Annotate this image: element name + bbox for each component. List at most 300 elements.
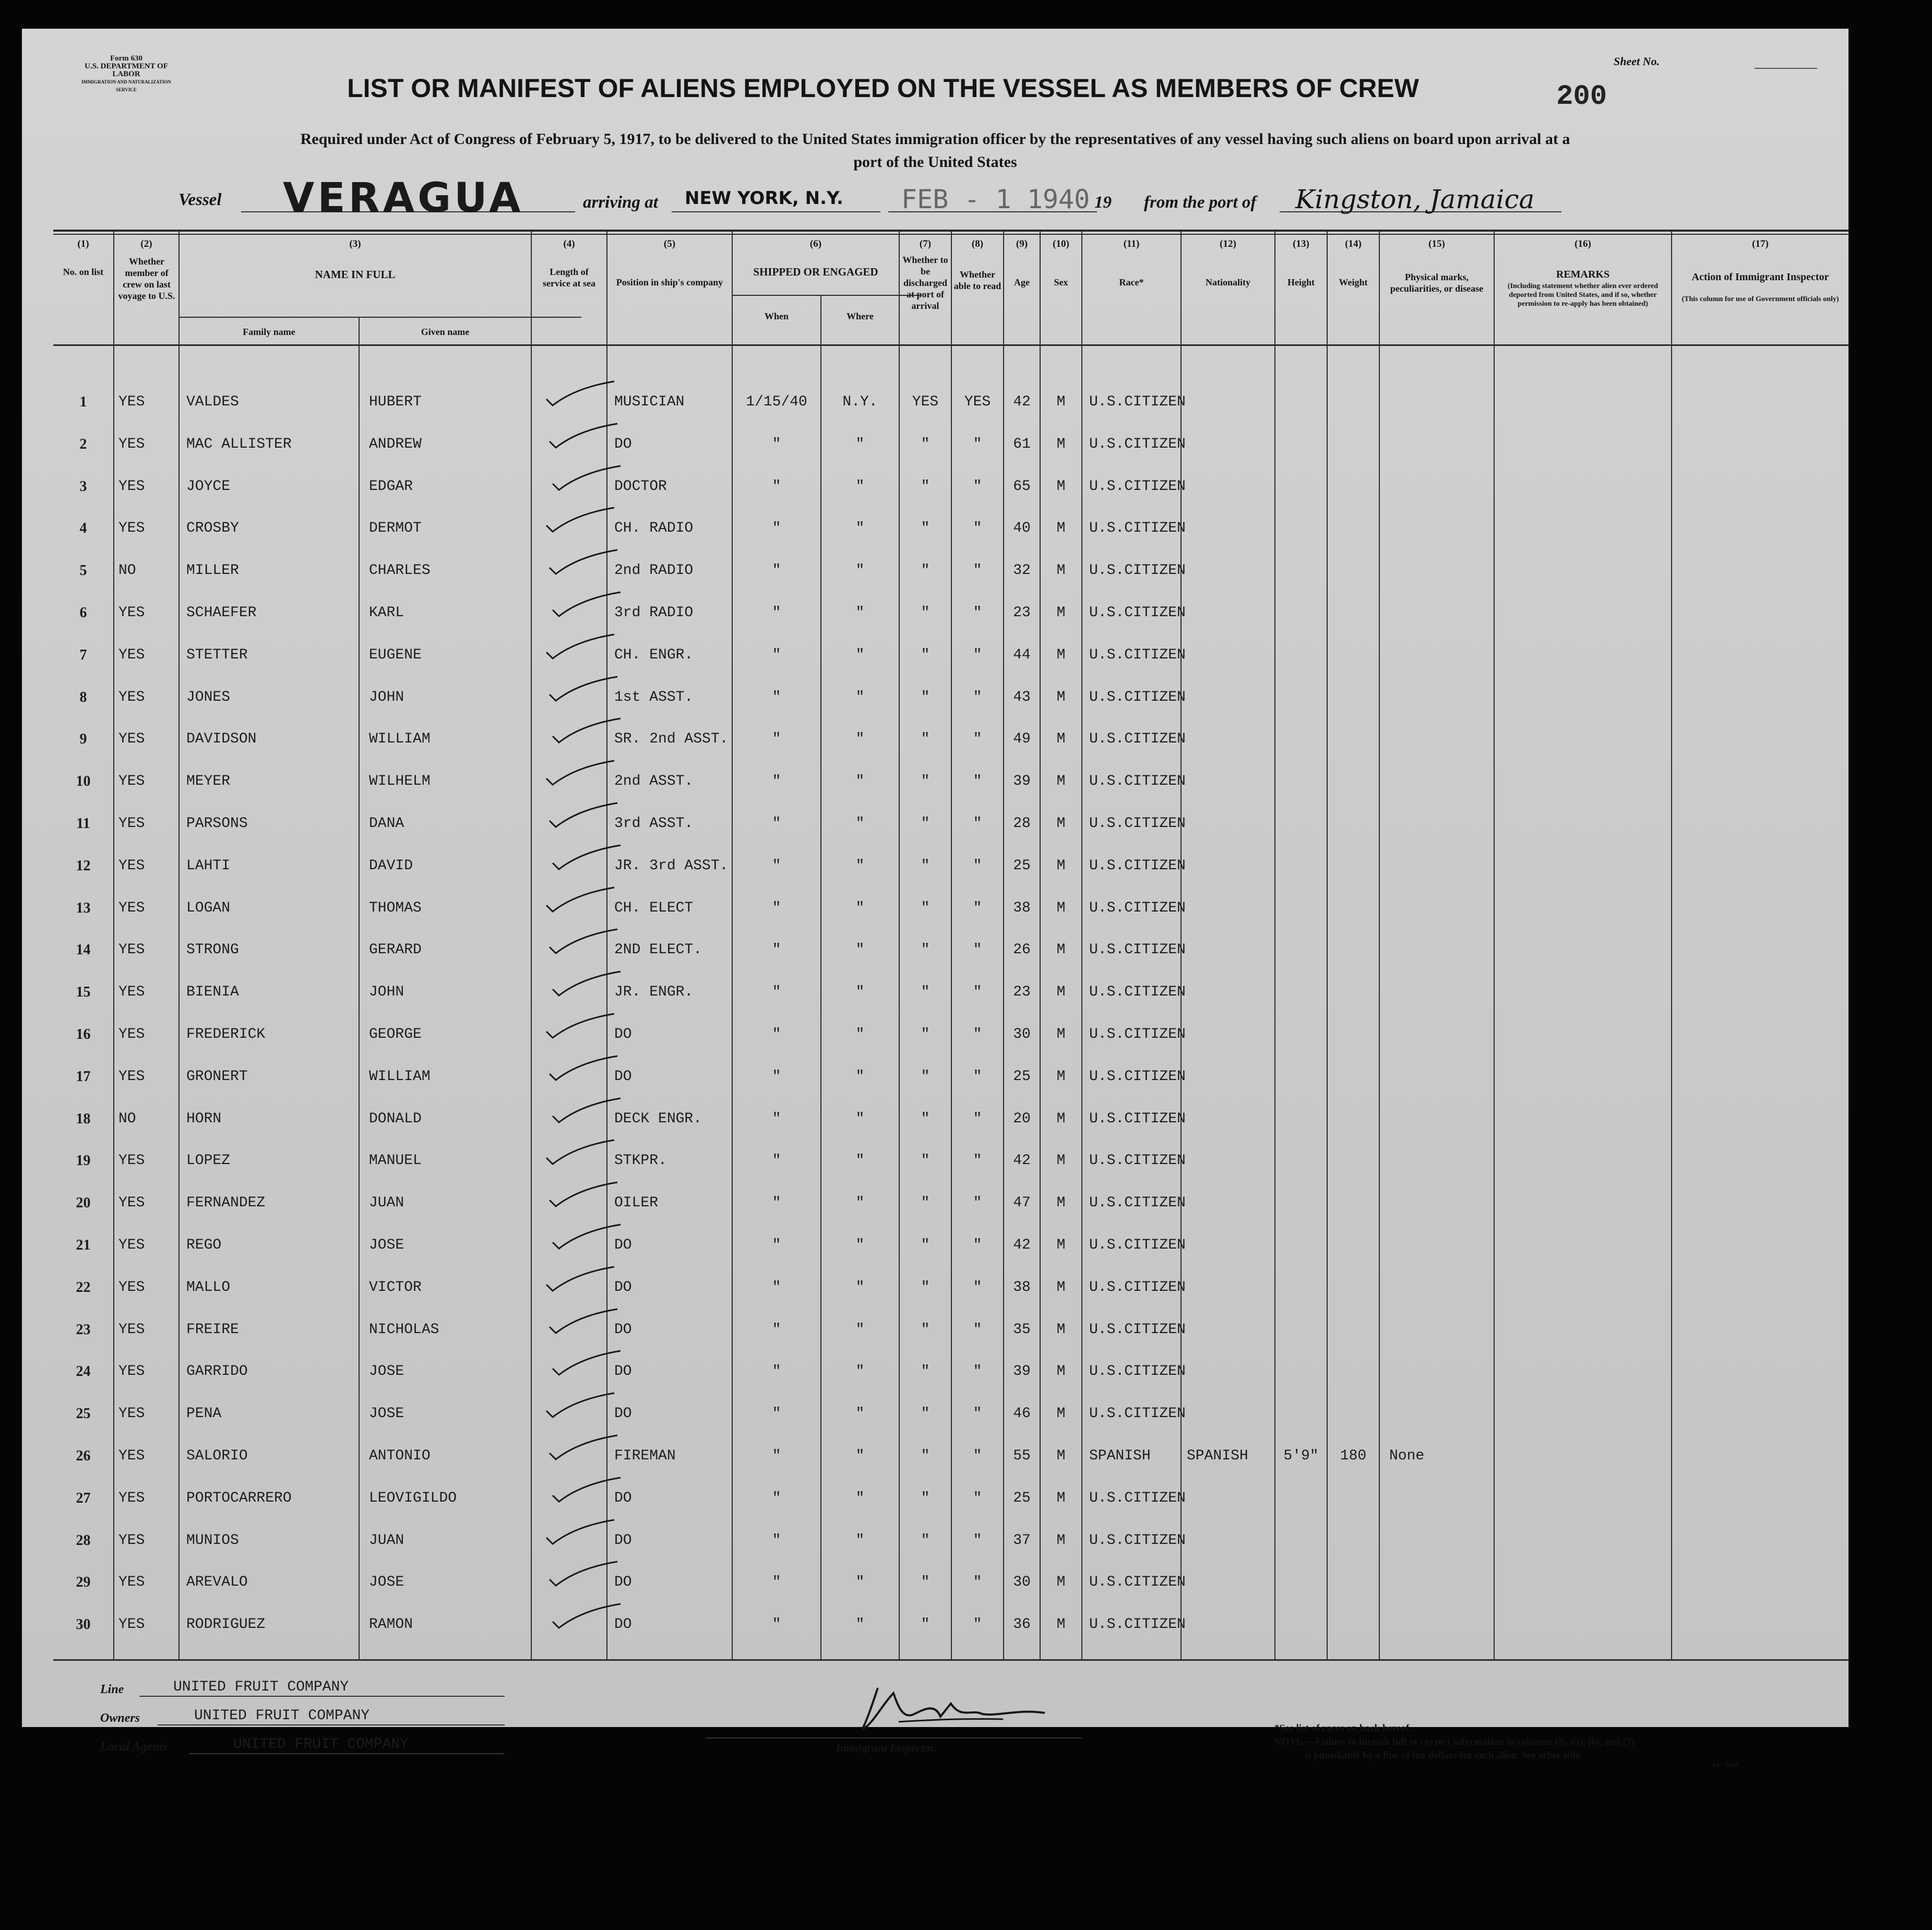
row-age: 38: [1013, 1279, 1031, 1296]
row-where: ": [855, 984, 865, 1001]
row-given-name: CHARLES: [369, 562, 431, 579]
row-sex: M: [1056, 689, 1066, 705]
row-family-name: HORN: [186, 1110, 222, 1127]
row-discharged: ": [921, 731, 930, 748]
row-sex: M: [1056, 1321, 1066, 1338]
row-position: CH. ENGR.: [614, 646, 694, 663]
row-family-name: MAC ALLISTER: [186, 436, 292, 452]
row-discharged: ": [921, 1616, 930, 1633]
row-position: DO: [614, 1279, 632, 1296]
footnote-fine-2: is punishable by a fine of ten dollars for each alien. See other side.: [1305, 1750, 1582, 1761]
row-when: ": [772, 1321, 781, 1338]
service-check-mark: [544, 1179, 623, 1210]
row-discharged: ": [921, 1532, 930, 1549]
line-rule: [139, 1696, 505, 1697]
row-race: U.S.CITIZEN: [1089, 1110, 1186, 1127]
row-position: 2nd ASST.: [614, 773, 694, 790]
row-read: ": [973, 1279, 982, 1296]
row-family-name: JOYCE: [186, 478, 231, 495]
row-prev-voyage: YES: [118, 436, 145, 452]
row-no: 30: [76, 1616, 91, 1633]
row-sex: M: [1056, 646, 1066, 663]
row-discharged: ": [921, 1279, 930, 1296]
row-no: 17: [76, 1068, 91, 1085]
row-discharged: ": [921, 1110, 930, 1127]
row-no: 29: [76, 1574, 91, 1591]
row-age: 39: [1013, 773, 1031, 790]
row-given-name: DERMOT: [369, 520, 422, 537]
col-header-family: Family name: [243, 327, 295, 337]
row-height: 5'9": [1283, 1448, 1319, 1464]
service-check-mark: [547, 1475, 626, 1506]
row-when: ": [772, 478, 781, 495]
row-prev-voyage: NO: [118, 1110, 136, 1127]
row-prev-voyage: YES: [118, 1195, 145, 1212]
row-where: ": [855, 816, 865, 832]
row-given-name: JOHN: [369, 689, 404, 705]
service-check-mark: [544, 1053, 623, 1084]
service-check-mark: [547, 1348, 626, 1379]
row-read: ": [973, 1153, 982, 1169]
row-where: ": [855, 1532, 865, 1549]
row-family-name: MEYER: [186, 773, 231, 790]
row-sex: M: [1056, 1532, 1066, 1549]
service-check-mark: [541, 758, 619, 789]
row-discharged: ": [921, 942, 930, 958]
row-position: DO: [614, 1490, 632, 1506]
row-family-name: FERNANDEZ: [186, 1195, 266, 1212]
row-where: ": [855, 1448, 865, 1464]
row-discharged: YES: [912, 394, 939, 410]
page-title: LIST OR MANIFEST OF ALIENS EMPLOYED ON THE VESSEL AS MEMBERS OF CREW: [347, 74, 1419, 103]
row-race: U.S.CITIZEN: [1089, 520, 1186, 537]
service-check-mark: [541, 505, 619, 536]
row-age: 37: [1013, 1532, 1031, 1549]
row-discharged: ": [921, 1068, 930, 1085]
col-header-remarks: REMARKS: [1556, 269, 1610, 280]
row-sex: M: [1056, 436, 1066, 452]
row-read: ": [973, 857, 982, 874]
col-num: (12): [1220, 238, 1236, 249]
row-discharged: ": [921, 1195, 930, 1212]
row-race: U.S.CITIZEN: [1089, 1195, 1186, 1212]
row-no: 24: [76, 1363, 91, 1380]
row-position: JR. 3rd ASST.: [614, 857, 729, 874]
row-given-name: DONALD: [369, 1110, 422, 1127]
row-race: U.S.CITIZEN: [1089, 984, 1186, 1001]
row-no: 7: [79, 646, 87, 663]
row-position: DO: [614, 1574, 632, 1591]
arriving-port: NEW YORK, N.Y.: [685, 188, 843, 209]
row-race: U.S.CITIZEN: [1089, 1237, 1186, 1253]
row-given-name: JOSE: [369, 1237, 404, 1253]
service-check-mark: [547, 1221, 626, 1253]
row-family-name: PORTOCARRERO: [186, 1490, 292, 1506]
row-where: ": [855, 1616, 865, 1633]
row-given-name: EUGENE: [369, 646, 422, 663]
service-check-mark: [547, 715, 626, 747]
row-where: ": [855, 520, 865, 537]
row-no: 16: [76, 1026, 91, 1042]
department: U.S. DEPARTMENT OF LABOR: [85, 62, 168, 78]
row-read: ": [973, 816, 982, 832]
row-read: ": [973, 1490, 982, 1506]
row-read: ": [973, 520, 982, 537]
row-race: U.S.CITIZEN: [1089, 646, 1186, 663]
row-no: 22: [76, 1279, 91, 1296]
row-race: U.S.CITIZEN: [1089, 1026, 1186, 1042]
row-age: 25: [1013, 1490, 1031, 1506]
row-age: 30: [1013, 1026, 1031, 1042]
row-prev-voyage: YES: [118, 1068, 145, 1085]
row-discharged: ": [921, 773, 930, 790]
row-read: ": [973, 689, 982, 705]
row-read: ": [973, 605, 982, 621]
row-prev-voyage: YES: [118, 646, 145, 663]
row-prev-voyage: NO: [118, 562, 136, 579]
row-prev-voyage: YES: [118, 1026, 145, 1042]
col-num: (8): [971, 238, 984, 249]
row-where: ": [855, 689, 865, 705]
row-discharged: ": [921, 1026, 930, 1042]
row-where: ": [855, 436, 865, 452]
arriving-label: arriving at: [583, 193, 658, 212]
row-no: 26: [76, 1448, 91, 1464]
row-position: OILER: [614, 1195, 659, 1212]
subtitle-line-2: port of the United States: [853, 153, 1017, 171]
row-sex: M: [1056, 816, 1066, 832]
sheet-no-label: Sheet No.: [1614, 55, 1660, 68]
row-race: U.S.CITIZEN: [1089, 1068, 1186, 1085]
row-family-name: VALDES: [186, 394, 239, 410]
row-when: ": [772, 562, 781, 579]
row-given-name: WILLIAM: [369, 1068, 431, 1085]
col-header-remarks-note: (Including statement whether alien ever ordered deported from United States, and if so, whether permission to re-apply has been obtained): [1507, 282, 1659, 308]
row-read: ": [973, 900, 982, 916]
subtitle: [100, 128, 1770, 174]
owners-value: UNITED FRUIT COMPANY: [194, 1708, 370, 1724]
row-sex: M: [1056, 1448, 1066, 1464]
row-discharged: ": [921, 605, 930, 621]
service-check-mark: [541, 631, 619, 663]
col-header-given: Given name: [421, 327, 470, 337]
row-position: DO: [614, 1237, 632, 1253]
row-given-name: THOMAS: [369, 900, 422, 916]
service-check-mark: [544, 1559, 623, 1590]
row-discharged: ": [921, 1448, 930, 1464]
row-sex: M: [1056, 942, 1066, 958]
row-when: ": [772, 1068, 781, 1085]
row-marks: None: [1389, 1448, 1425, 1464]
col-line: [113, 230, 114, 1659]
sheet-no-line: [1755, 68, 1817, 69]
row-given-name: EDGAR: [369, 478, 413, 495]
col-header-no: No. on list: [63, 267, 104, 277]
row-sex: M: [1056, 1110, 1066, 1127]
row-race: U.S.CITIZEN: [1089, 605, 1186, 621]
row-race: U.S.CITIZEN: [1089, 1406, 1186, 1422]
row-read: ": [973, 1406, 982, 1422]
row-given-name: MANUEL: [369, 1153, 422, 1169]
col-header-action: Action of Immigrant Inspector: [1691, 271, 1829, 283]
row-family-name: SCHAEFER: [186, 605, 257, 621]
row-sex: M: [1056, 1616, 1066, 1633]
col-line: [1081, 230, 1082, 1659]
col-header-shipped: SHIPPED OR ENGAGED: [753, 266, 878, 278]
row-prev-voyage: YES: [118, 1237, 145, 1253]
row-position: SR. 2nd ASST.: [614, 731, 729, 748]
service-check-mark: [544, 421, 623, 452]
row-prev-voyage: YES: [118, 689, 145, 705]
col-num: (7): [919, 238, 932, 249]
vessel-label: Vessel: [178, 190, 222, 209]
col-num: (3): [349, 238, 361, 249]
row-sex: M: [1056, 857, 1066, 874]
row-when: ": [772, 1110, 781, 1127]
row-no: 13: [76, 900, 91, 916]
row-read: ": [973, 1237, 982, 1253]
service-check-mark: [541, 1264, 619, 1295]
col-num: (6): [809, 238, 822, 249]
row-prev-voyage: YES: [118, 1321, 145, 1338]
row-family-name: CROSBY: [186, 520, 239, 537]
service-check-mark: [541, 1011, 619, 1042]
row-given-name: RAMON: [369, 1616, 413, 1633]
row-no: 19: [76, 1153, 91, 1169]
row-where: ": [855, 1279, 865, 1296]
row-read: ": [973, 478, 982, 495]
row-prev-voyage: YES: [118, 731, 145, 748]
row-where: ": [855, 562, 865, 579]
row-when: ": [772, 773, 781, 790]
row-race: U.S.CITIZEN: [1089, 436, 1186, 452]
row-sex: M: [1056, 731, 1066, 748]
row-given-name: JUAN: [369, 1195, 404, 1212]
year-label: 19: [1094, 193, 1112, 212]
row-sex: M: [1056, 1363, 1066, 1380]
row-no: 11: [76, 816, 90, 832]
service-check-mark: [547, 1095, 626, 1126]
table-bottom-rule: [53, 1659, 1848, 1661]
row-age: 26: [1013, 942, 1031, 958]
service-check-mark: [547, 1601, 626, 1632]
row-no: 9: [79, 731, 87, 748]
row-prev-voyage: YES: [118, 394, 145, 410]
row-sex: M: [1056, 478, 1066, 495]
row-no: 20: [76, 1195, 91, 1212]
row-read: ": [973, 1195, 982, 1212]
row-when: ": [772, 605, 781, 621]
row-sex: M: [1056, 394, 1066, 410]
name-divider: [180, 317, 581, 318]
row-discharged: ": [921, 689, 930, 705]
row-given-name: NICHOLAS: [369, 1321, 439, 1338]
row-when: ": [772, 1279, 781, 1296]
row-position: JR. ENGR.: [614, 984, 694, 1001]
row-read: ": [973, 1532, 982, 1549]
row-position: DO: [614, 1532, 632, 1549]
row-no: 27: [76, 1490, 91, 1506]
row-where: ": [855, 605, 865, 621]
row-family-name: MILLER: [186, 562, 239, 579]
row-read: ": [973, 436, 982, 452]
col-header-name: NAME IN FULL: [315, 268, 396, 281]
col-num: (2): [140, 238, 152, 249]
owners-rule: [158, 1724, 505, 1725]
row-given-name: JOSE: [369, 1363, 404, 1380]
row-discharged: ": [921, 1153, 930, 1169]
service-check-mark: [541, 378, 619, 410]
row-no: 15: [76, 984, 91, 1001]
row-prev-voyage: YES: [118, 900, 145, 916]
col-line: [178, 230, 180, 1659]
row-age: 42: [1013, 394, 1031, 410]
row-family-name: LAHTI: [186, 857, 231, 874]
row-where: ": [855, 1153, 865, 1169]
col-header-nationality: Nationality: [1205, 277, 1250, 287]
row-no: 23: [76, 1321, 91, 1338]
print-code: 14—1940: [1713, 1761, 1738, 1768]
row-race: U.S.CITIZEN: [1089, 1532, 1186, 1549]
row-given-name: HUBERT: [369, 394, 422, 410]
row-race: U.S.CITIZEN: [1089, 478, 1186, 495]
row-family-name: GRONERT: [186, 1068, 248, 1085]
row-prev-voyage: YES: [118, 1532, 145, 1549]
row-sex: M: [1056, 562, 1066, 579]
row-discharged: ": [921, 478, 930, 495]
row-when: ": [772, 857, 781, 874]
row-race: U.S.CITIZEN: [1089, 1616, 1186, 1633]
row-when: ": [772, 1195, 781, 1212]
row-family-name: SALORIO: [186, 1448, 248, 1464]
row-where: ": [855, 731, 865, 748]
from-port: Kingston, Jamaica: [1295, 184, 1535, 214]
row-prev-voyage: YES: [118, 857, 145, 874]
row-read: ": [973, 942, 982, 958]
col-line: [1671, 230, 1672, 1659]
form-number: Form 630: [110, 54, 143, 63]
col-header-sex: Sex: [1054, 277, 1068, 287]
row-position: 2ND ELECT.: [614, 942, 702, 958]
row-family-name: FREIRE: [186, 1321, 239, 1338]
row-family-name: DAVIDSON: [186, 731, 257, 748]
row-family-name: FREDERICK: [186, 1026, 266, 1042]
row-family-name: STETTER: [186, 646, 248, 663]
row-family-name: GARRIDO: [186, 1363, 248, 1380]
line-label: Line: [100, 1683, 124, 1696]
row-when: ": [772, 1026, 781, 1042]
row-when: ": [772, 436, 781, 452]
row-age: 28: [1013, 816, 1031, 832]
row-position: 3rd ASST.: [614, 816, 694, 832]
row-no: 18: [76, 1110, 91, 1127]
row-read: ": [973, 731, 982, 748]
row-position: FIREMAN: [614, 1448, 676, 1464]
col-line: [1274, 230, 1275, 1659]
inspector-label: Immigrant Inspector.: [836, 1741, 937, 1754]
row-sex: M: [1056, 1195, 1066, 1212]
row-sex: M: [1056, 1026, 1066, 1042]
row-prev-voyage: YES: [118, 520, 145, 537]
row-when: 1/15/40: [746, 394, 807, 410]
arriving-line: [672, 211, 880, 212]
row-discharged: ": [921, 816, 930, 832]
row-read: ": [973, 1026, 982, 1042]
col-num: (13): [1293, 238, 1309, 249]
row-prev-voyage: YES: [118, 478, 145, 495]
row-no: 25: [76, 1406, 91, 1422]
row-when: ": [772, 1448, 781, 1464]
row-family-name: PARSONS: [186, 816, 248, 832]
inspector-rule: [706, 1737, 1081, 1739]
row-when: ": [772, 731, 781, 748]
row-given-name: DANA: [369, 816, 404, 832]
row-age: 36: [1013, 1616, 1031, 1633]
col-header-marks: Physical marks, peculiarities, or disease: [1390, 272, 1484, 294]
col-num: (14): [1345, 238, 1362, 249]
row-when: ": [772, 1490, 781, 1506]
service-check-mark: [544, 1432, 623, 1464]
row-where: ": [855, 857, 865, 874]
row-when: ": [772, 646, 781, 663]
shipped-divider: [732, 295, 921, 296]
row-age: 49: [1013, 731, 1031, 748]
row-family-name: BIENIA: [186, 984, 239, 1001]
agents-rule: [189, 1753, 505, 1754]
row-discharged: ": [921, 562, 930, 579]
row-sex: M: [1056, 605, 1066, 621]
col-header-age: Age: [1014, 277, 1030, 287]
row-race: U.S.CITIZEN: [1089, 394, 1186, 410]
row-race: U.S.CITIZEN: [1089, 1153, 1186, 1169]
service-check-mark: [544, 800, 623, 831]
service-check-mark: [544, 547, 623, 578]
row-race: U.S.CITIZEN: [1089, 816, 1186, 832]
footnote-fine: NOTE.—Failure to furnish full or correct information in columns (3), (5), (6), and (7): [1274, 1736, 1635, 1747]
row-position: DECK ENGR.: [614, 1110, 702, 1127]
row-given-name: WILHELM: [369, 773, 431, 790]
row-read: ": [973, 1363, 982, 1380]
service-check-mark: [541, 1390, 619, 1421]
row-where: ": [855, 478, 865, 495]
row-discharged: ": [921, 1321, 930, 1338]
row-no: 4: [79, 520, 87, 537]
row-where: ": [855, 1363, 865, 1380]
col-header-height: Height: [1287, 277, 1315, 287]
row-position: STKPR.: [614, 1153, 667, 1169]
row-when: ": [772, 900, 781, 916]
row-no: 21: [76, 1237, 91, 1253]
row-family-name: RODRIGUEZ: [186, 1616, 266, 1633]
row-read: ": [973, 1574, 982, 1591]
row-age: 55: [1013, 1448, 1031, 1464]
row-position: CH. ELECT: [614, 900, 694, 916]
row-prev-voyage: YES: [118, 1363, 145, 1380]
row-position: DO: [614, 1068, 632, 1085]
row-prev-voyage: YES: [118, 1153, 145, 1169]
row-prev-voyage: YES: [118, 984, 145, 1001]
row-given-name: DAVID: [369, 857, 413, 874]
row-prev-voyage: YES: [118, 1448, 145, 1464]
row-sex: M: [1056, 984, 1066, 1001]
row-given-name: JUAN: [369, 1532, 404, 1549]
row-position: 1st ASST.: [614, 689, 694, 705]
row-where: ": [855, 646, 865, 663]
row-position: MUSICIAN: [614, 394, 685, 410]
row-prev-voyage: YES: [118, 1574, 145, 1591]
service-check-mark: [544, 1306, 623, 1337]
agents-label: Local Agents: [100, 1740, 168, 1754]
